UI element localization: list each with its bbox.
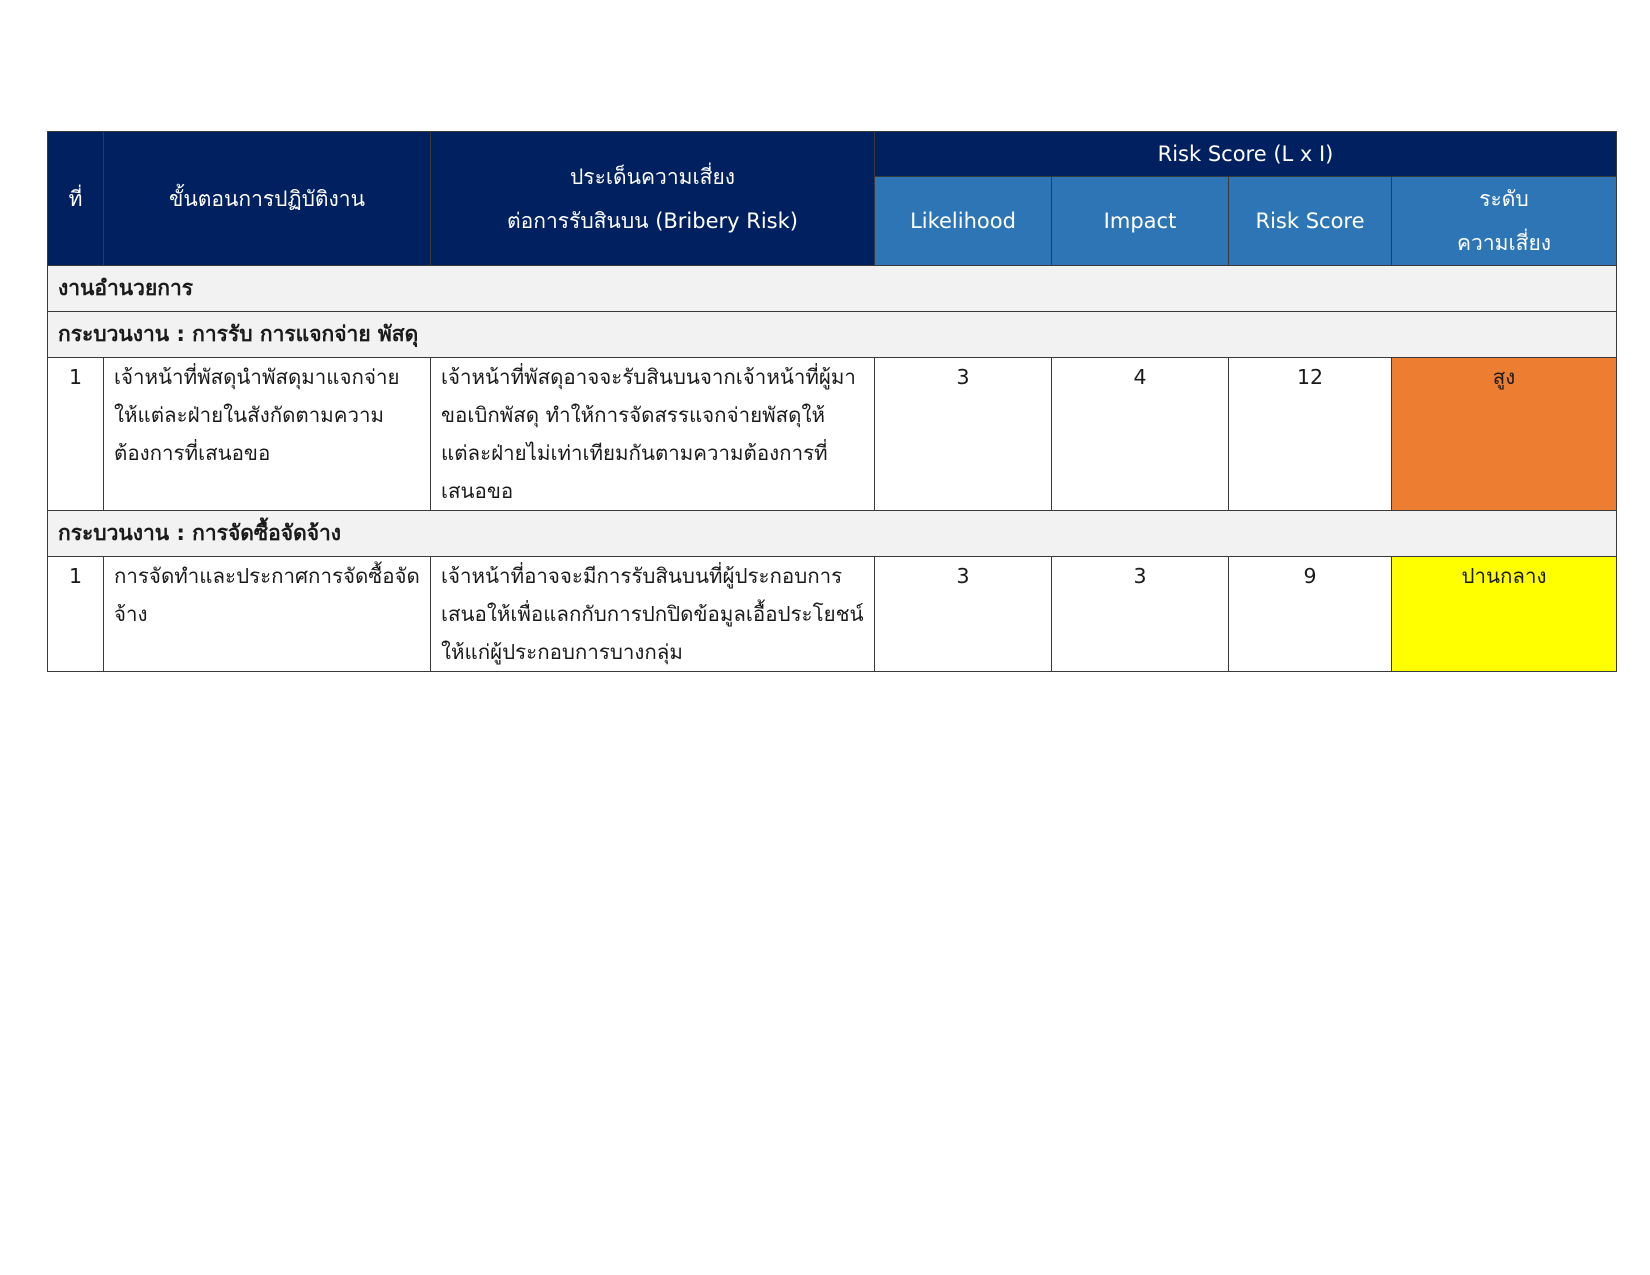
header-risk-line2: ต่อการรับสินบน (Bribery Risk) bbox=[507, 208, 798, 233]
header-no-label: ที่ bbox=[68, 186, 83, 211]
header-likelihood bbox=[875, 177, 1052, 266]
row-step: เจ้าหน้าที่พัสดุนำพัสดุมาแจกจ่ายให้แต่ละฝ่ายในสังกัดตามความต้องการที่เสนอขอ bbox=[104, 358, 431, 511]
header-level-line1: ระดับ bbox=[1479, 187, 1529, 211]
header-step-label: ขั้นตอนการปฏิบัติงาน bbox=[169, 186, 365, 211]
section-title: กระบวนงาน : การจัดซื้อจัดจ้าง bbox=[48, 511, 1617, 557]
header-step bbox=[104, 132, 431, 266]
row-risk-level: ปานกลาง bbox=[1392, 557, 1617, 672]
table-row bbox=[48, 358, 1617, 511]
row-impact: 3 bbox=[1052, 557, 1229, 672]
unit-row bbox=[48, 266, 1617, 312]
table-body bbox=[48, 266, 1617, 672]
header-risk-score-label: Risk Score bbox=[1255, 209, 1365, 233]
header-risk-score-group-label: Risk Score (L x I) bbox=[1157, 142, 1334, 166]
row-likelihood: 3 bbox=[875, 358, 1052, 511]
row-risk: เจ้าหน้าที่อาจจะมีการรับสินบนที่ผู้ประกอบการเสนอให้เพื่อแลกกับการปกปิดข้อมูลเอื้อประโยชน์ให้แก่ผู้ประกอบการบางกลุ่ม bbox=[431, 557, 875, 672]
risk-assessment-page bbox=[47, 131, 1616, 672]
table-header bbox=[48, 132, 1617, 266]
header-impact bbox=[1052, 177, 1229, 266]
header-risk-issue bbox=[431, 132, 875, 266]
header-risk-line1: ประเด็นความเสี่ยง bbox=[569, 164, 736, 189]
section-row bbox=[48, 312, 1617, 358]
header-no bbox=[48, 132, 104, 266]
header-risk-score bbox=[1229, 177, 1392, 266]
row-number: 1 bbox=[48, 358, 104, 511]
row-risk-level: สูง bbox=[1392, 358, 1617, 511]
section-title: กระบวนงาน : การรับ การแจกจ่าย พัสดุ bbox=[48, 312, 1617, 358]
table-row bbox=[48, 557, 1617, 672]
row-score: 12 bbox=[1229, 358, 1392, 511]
header-impact-label: Impact bbox=[1103, 209, 1177, 233]
header-risk-score-group bbox=[875, 132, 1617, 177]
header-risk-level bbox=[1392, 177, 1617, 266]
row-number: 1 bbox=[48, 557, 104, 672]
header-likelihood-label: Likelihood bbox=[910, 209, 1016, 233]
unit-title: งานอำนวยการ bbox=[48, 266, 1617, 312]
header-level-line2: ความเสี่ยง bbox=[1456, 231, 1552, 255]
row-step: การจัดทำและประกาศการจัดซื้อจัดจ้าง bbox=[104, 557, 431, 672]
row-score: 9 bbox=[1229, 557, 1392, 672]
row-likelihood: 3 bbox=[875, 557, 1052, 672]
row-impact: 4 bbox=[1052, 358, 1229, 511]
row-risk: เจ้าหน้าที่พัสดุอาจจะรับสินบนจากเจ้าหน้าที่ผู้มาขอเบิกพัสดุ ทำให้การจัดสรรแจกจ่ายพัสดุให้ แต่ละฝ่ายไม่เท่าเทียมกันตามความต้องการที่เสนอขอ bbox=[431, 358, 875, 511]
bribery-risk-table bbox=[47, 131, 1617, 672]
section-row bbox=[48, 511, 1617, 557]
